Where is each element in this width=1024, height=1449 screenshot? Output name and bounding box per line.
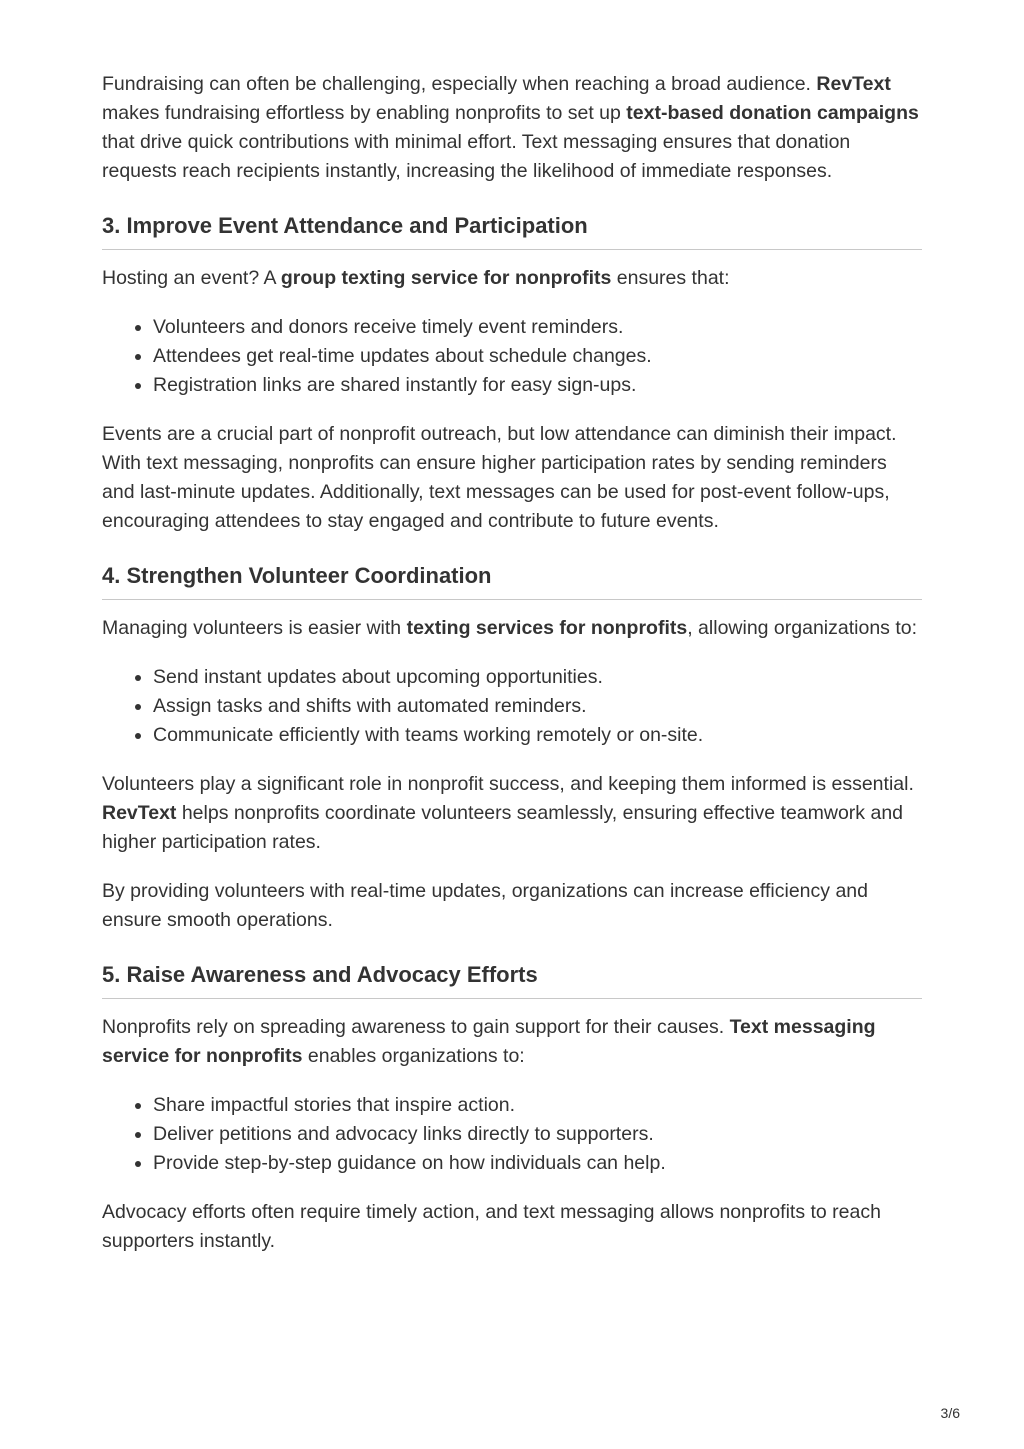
list-item: • Deliver petitions and advocacy links directly to supporters. bbox=[153, 1120, 922, 1149]
lead-text: Managing volunteers is easier with bbox=[102, 617, 407, 639]
paragraph-text: helps nonprofits coordinate volunteers seamlessly, ensuring effective teamwork and higher participation rates. bbox=[102, 802, 904, 853]
list-item: • Send instant updates about upcoming opportunities. bbox=[153, 663, 922, 692]
section-5-heading: 5. Raise Awareness and Advocacy Efforts bbox=[102, 961, 922, 999]
list-item: • Share impactful stories that inspire action. bbox=[153, 1091, 922, 1120]
intro-text: makes fundraising effortless by enabling nonprofits to set up bbox=[102, 102, 627, 124]
lead-bold-term: Text messaging service for nonprofits bbox=[102, 1016, 876, 1067]
list-item: • Registration links are shared instantly for easy sign-ups. bbox=[153, 371, 922, 400]
section-3-list bbox=[102, 313, 922, 400]
lead-bold-term: texting services for nonprofits bbox=[406, 617, 688, 639]
lead-text: Nonprofits rely on spreading awareness to gain support for their causes. bbox=[102, 1016, 730, 1038]
intro-text: Fundraising can often be challenging, especially when reaching a broad audience. bbox=[102, 73, 817, 95]
paragraph-text: Volunteers play a significant role in nonprofit success, and keeping them informed is essential. bbox=[102, 773, 914, 795]
section-3-paragraph: Events are a crucial part of nonprofit outreach, but low attendance can diminish their impact. With text messaging, nonprofits can ensure higher participation rates by sending reminders and last-minute updates. Additionally, text messages can be used for post-event follow-ups, encouraging attendees to stay engaged and contribute to future events. bbox=[102, 423, 897, 532]
list-item: • Communicate efficiently with teams working remotely or on-site. bbox=[153, 721, 922, 750]
lead-text: , allowing organizations to: bbox=[687, 617, 918, 639]
list-item: • Assign tasks and shifts with automated reminders. bbox=[153, 692, 922, 721]
section-4-paragraph-1 bbox=[102, 770, 922, 857]
section-4-heading: 4. Strengthen Volunteer Coordination bbox=[102, 562, 922, 600]
section-4-list bbox=[102, 663, 922, 750]
section-5-list bbox=[102, 1091, 922, 1178]
section-3-lead bbox=[102, 264, 922, 293]
section-3-heading: 3. Improve Event Attendance and Participation bbox=[102, 212, 922, 250]
list-item: • Provide step-by-step guidance on how individuals can help. bbox=[153, 1149, 922, 1178]
lead-text: Hosting an event? A bbox=[102, 267, 281, 289]
section-5-lead bbox=[102, 1013, 922, 1071]
section-4-paragraph-2: By providing volunteers with real-time updates, organizations can increase efficiency and ensure smooth operations. bbox=[102, 880, 868, 931]
page-number: 3/6 bbox=[940, 1405, 960, 1421]
intro-paragraph bbox=[102, 70, 922, 186]
lead-text: ensures that: bbox=[611, 267, 730, 289]
section-4-lead bbox=[102, 614, 922, 643]
lead-bold-term: group texting service for nonprofits bbox=[280, 267, 612, 289]
intro-bold-brand: RevText bbox=[816, 73, 891, 95]
paragraph-bold-brand: RevText bbox=[102, 802, 177, 824]
document-page bbox=[102, 70, 922, 1276]
intro-text: that drive quick contributions with minimal effort. Text messaging ensures that donation requests reach recipients instantly, increasing the likelihood of immediate responses. bbox=[102, 131, 851, 182]
lead-text: enables organizations to: bbox=[302, 1045, 525, 1067]
intro-bold-term: text-based donation campaigns bbox=[626, 102, 919, 124]
list-item: • Attendees get real-time updates about schedule changes. bbox=[153, 342, 922, 371]
section-5-paragraph: Advocacy efforts often require timely action, and text messaging allows nonprofits to reach supporters instantly. bbox=[102, 1201, 881, 1252]
list-item: • Volunteers and donors receive timely event reminders. bbox=[153, 313, 922, 342]
